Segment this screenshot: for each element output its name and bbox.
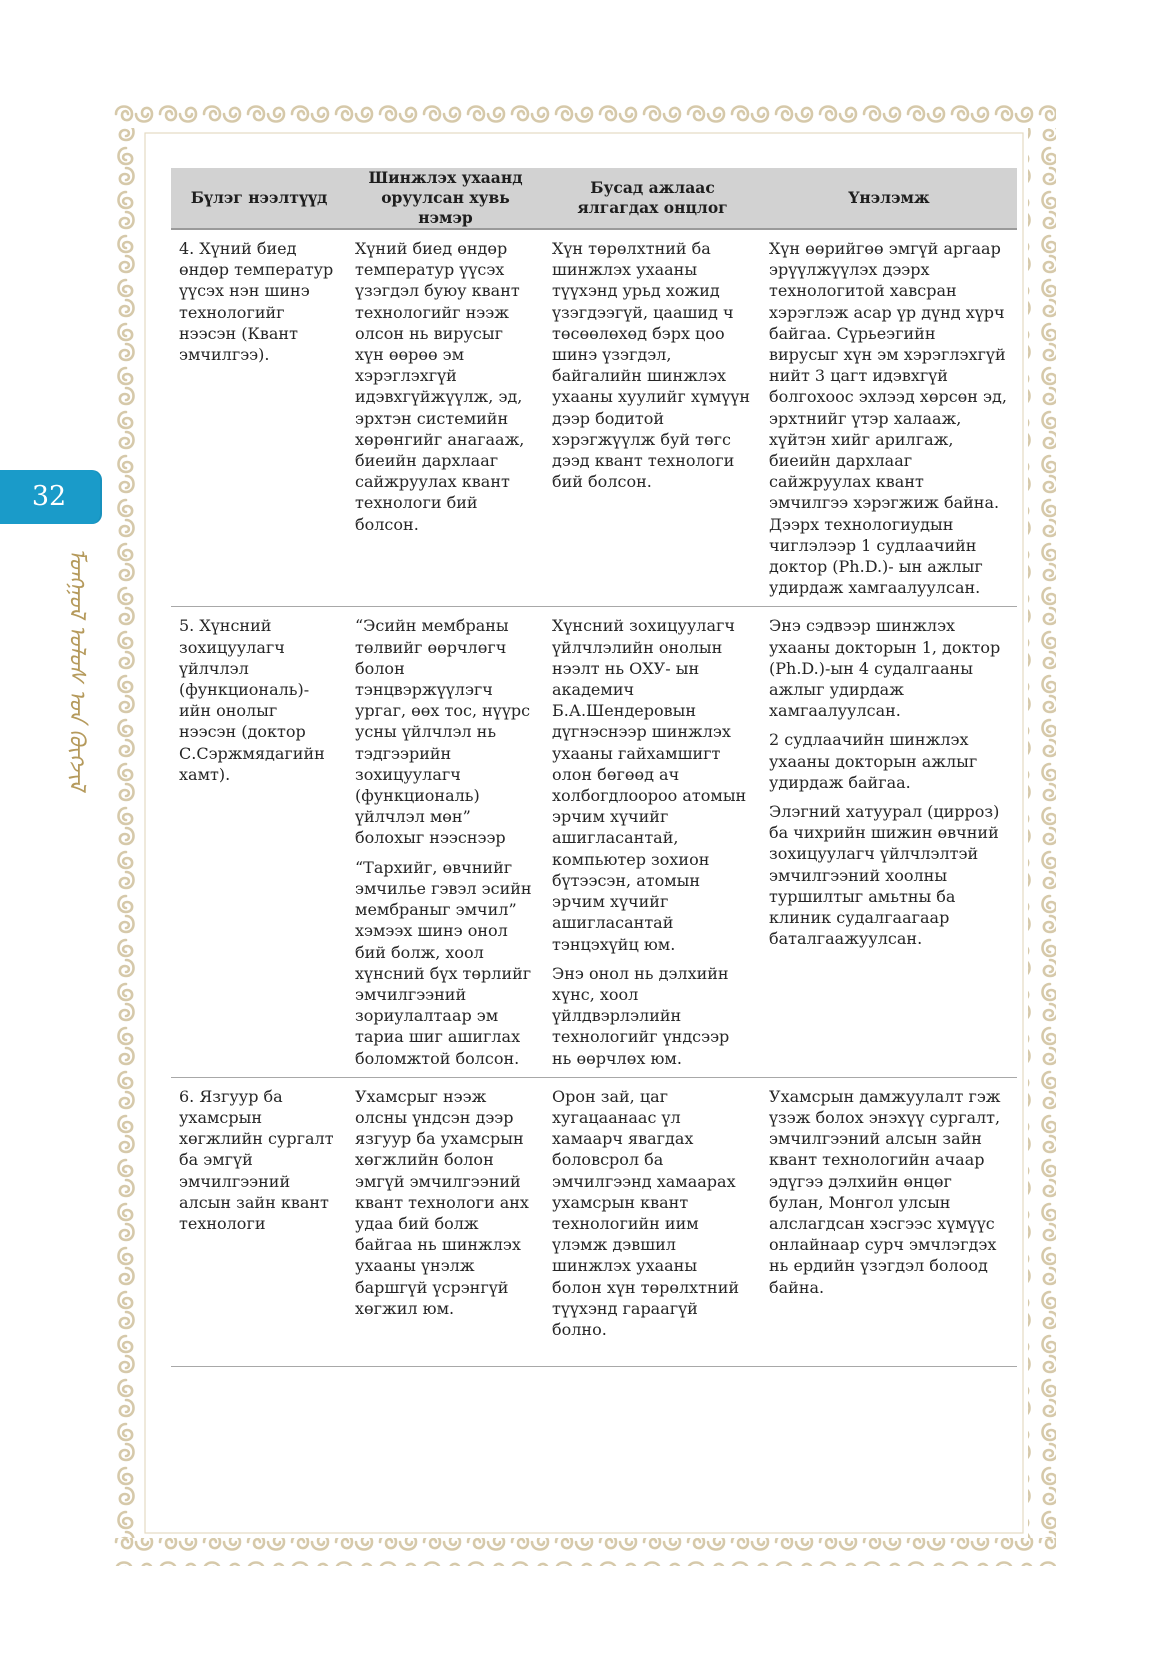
cell-text: Энэ онол нь дэлхийн хүнс, хоол үйлдвэрлэлийн технологийг үндсээр нь өөрчлөх юм. <box>552 963 730 1068</box>
cell-text: “Эсийн мембраны төлвийг өөрчлөгч болон тэнцвэржүүлэгч ургаг, өөх тос, нүүрс усны үйлчлэл нь тэдгээрийн зохицуулагч (функциональ) үйлчлэл мөн” болохыг нээснээр <box>355 616 531 848</box>
cell-text: Ухамсрын дамжуулалт гэж үзэж болох энэхүү сургалт, эмчилгээний алсын зайн квант технологийн ачаар эдүгээ дэлхийн өнцөг булан, Монгол улсын алслагдсан хэсгээс хүмүүс онлайнаар сурч эмчлэгдэх нь ердийн үзэгдэл болоод байна. <box>769 1086 1001 1297</box>
cell-evaluation <box>761 229 1017 607</box>
discoveries-table-wrap <box>171 168 1017 1367</box>
cell-contribution <box>347 1077 544 1366</box>
cell-text: Энэ сэдвээр шинжлэх ухааны докторын 1, доктор (Ph.D.)-ын 4 судалгааны ажлыг удирдаж хамгаалуулсан. <box>769 616 1001 721</box>
cell-evaluation <box>761 1077 1017 1366</box>
table-row <box>171 1077 1017 1366</box>
side-caption-wrap <box>48 548 104 948</box>
cell-text: Хүнсний зохицуулагч үйлчлэлийн онолын нээлт нь ОХУ- ын академич Б.А.Шендеровын дүгнэснээр шинжлэх ухааны гайхамшигт олон бөгөөд ач холбогдлоороо атомын эрчим хүчийг ашигласантай, компьютер зохион бүтээсэн, атомын эрчим хүчийг ашигласантай тэнцэхүйц юм. <box>552 616 747 954</box>
cell-distinction <box>544 229 761 607</box>
cell-text: Хүн өөрийгөө эмгүй аргаар эрүүлжүүлэх дээрх технологитой хавсран хэрэглэж асар үр дүнд хүрч байгаа. Сүрьеэгийн вирусыг хүн эм хэрэглэхгүй нийт 3 цагт идэвхгүй болгохоос эхлээд хөрсөн эд, эрхтнийг үтэр халааж, хүйтэн хийг арилгаж, биеийн дархлааг сайжруулах квант эмчилгээ хэрэгжиж байна. Дээрх технологиудын чиглэлээр 1 судлаачийн доктор (Ph.D.)- ын ажлыг удирдаж хамгаалуулсан. <box>769 239 1007 598</box>
cell-contribution <box>347 607 544 1077</box>
cell-discovery <box>171 229 347 607</box>
header-evaluation: Үнэлэмж <box>761 168 1017 229</box>
cell-text: 2 судлаачийн шинжлэх ухааны докторын ажлыг удирдаж байгаа. <box>769 730 978 792</box>
cell-text: 5. Хүнсний зохицуулагч үйлчлэл (функциональ)- ийн онолыг нээсэн (доктор С.Сэржмядагийн хамт). <box>179 616 325 784</box>
cell-discovery <box>171 1077 347 1366</box>
header-contribution: Шинжлэх ухаанд оруулсан хувь нэмэр <box>347 168 544 229</box>
cell-text: “Тархийг, өвчнийг эмчилье гэвэл эсийн мембраныг эмчил” хэмээх шинэ онол бий болж, хоол хүнсний бүх төрлийг эмчилгээний зориулалтаар эм тариа шиг ашиглах боломжтой болсон. <box>355 857 532 1068</box>
cell-text: 6. Язгуур ба ухамсрын хөгжлийн сургалт ба эмгүй эмчилгээний алсын зайн квант технологи <box>179 1086 334 1233</box>
page-number: 32 <box>31 481 67 512</box>
cell-text: Хүний биед өндөр температур үүсэх үзэгдэл буюу квант технологийг нээж олсон нь вирусыг хүн өөрөө эм хэрэглэхгүй идэвхгүйжүүлж, эд, эрхтэн системийн хөрөнгийг анагааж, биеийн дархлааг сайжруулах квант технологи бий болсон. <box>355 239 525 534</box>
table-header-row <box>171 168 1017 229</box>
side-caption: ᠮᠣᠩᠭᠣᠯ ᠤᠯᠤᠰ ᠤᠨ ᠬᠥᠭᠵᠢᠯ <box>64 548 89 790</box>
table-row <box>171 607 1017 1077</box>
header-distinction: Бусад ажлаас ялгагдах онцлог <box>544 168 761 229</box>
cell-text: Элэгний хатуурал (цирроз) ба чихрийн шижин өвчний зохицуулагч үйлчлэлтэй эмчилгээний хоолны туршилтыг амьтны ба клиник судалгаагаар баталгаажуулсан. <box>769 802 1000 949</box>
cell-evaluation <box>761 607 1017 1077</box>
cell-text: Хүн төрөлхтний ба шинжлэх ухааны түүхэнд урьд хожид үзэгдээгүй, цаашид ч төсөөлөхөд бэрх цоо шинэ үзэгдэл, байгалийн шинжлэх ухааны хуулийг хүмүүн дээр бодитой хэрэгжүүлж буй төгс дээд квант технологи бий болсон. <box>552 239 751 492</box>
cell-distinction <box>544 1077 761 1366</box>
cell-discovery <box>171 607 347 1077</box>
cell-text: Ухамсрыг нээж олсны үндсэн дээр язгуур ба ухамсрын хөгжлийн болон эмгүй эмчилгээний квант технологи анх удаа бий болж байгаа нь шинжлэх ухааны үнэлж баршгүй үсрэнгүй хөгжил юм. <box>355 1086 529 1318</box>
discoveries-table <box>171 168 1017 1367</box>
table-row <box>171 229 1017 607</box>
cell-text: 4. Хүний биед өндөр температур үүсэх нэн шинэ технологийг нээсэн (Квант эмчилгээ). <box>179 239 334 365</box>
cell-contribution <box>347 229 544 607</box>
cell-distinction <box>544 607 761 1077</box>
cell-text: Орон зай, цаг хугацаанаас үл хамаарч явагдах боловсрол ба эмчилгээнд хамаарах ухамсрын квант технологийн иим үлэмж дэвшил шинжлэх ухааны болон хүн төрөлхтний түүхэнд гараагүй болно. <box>552 1086 740 1339</box>
header-discoveries: Бүлэг нээлтүүд <box>171 168 347 229</box>
